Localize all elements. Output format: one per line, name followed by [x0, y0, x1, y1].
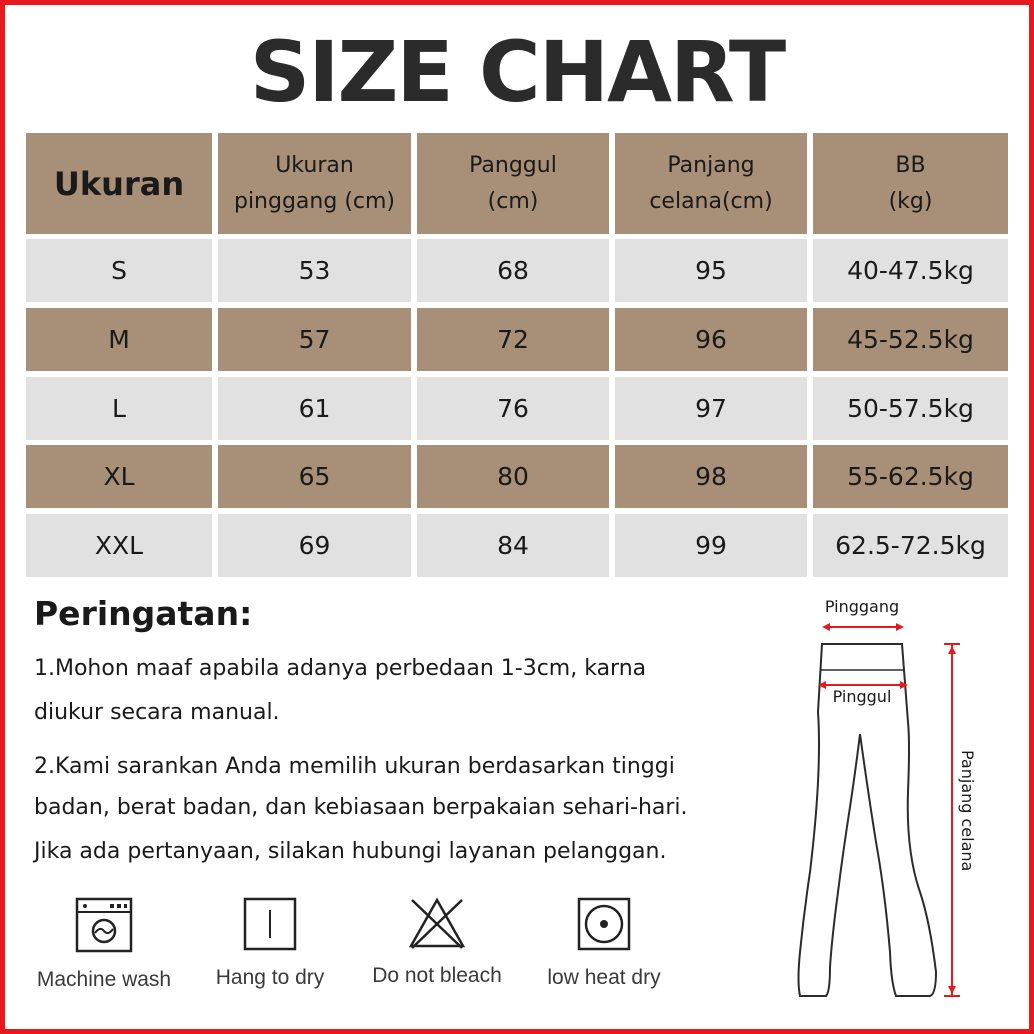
table-cell: 50-57.5kg — [813, 377, 1008, 440]
hip-label: Pinggul — [832, 687, 892, 706]
note-line: 2.Kami sarankan Anda memilih ukuran berdasarkan tinggi — [34, 754, 675, 779]
note-line: Jika ada pertanyaan, silakan hubungi layanan pelanggan. — [34, 839, 667, 864]
care-label: Hang to dry — [215, 966, 325, 989]
size-label-cell: L — [26, 377, 212, 440]
note-line: 1.Mohon maaf apabila adanya perbedaan 1-3cm, karna — [34, 656, 647, 681]
size-label-cell: M — [26, 308, 212, 371]
table-cell: 65 — [218, 445, 411, 508]
table-cell: 72 — [417, 308, 609, 371]
table-cell: 61 — [218, 377, 411, 440]
table-cell: 40-47.5kg — [813, 239, 1008, 302]
table-cell: 96 — [615, 308, 807, 371]
table-header-cell: Panjang celana(cm) — [615, 133, 807, 234]
care-item-low-heat-dry — [524, 896, 684, 990]
table-cell: 80 — [417, 445, 609, 508]
table-cell: 57 — [218, 308, 411, 371]
note-line: badan, berat badan, dan kebiasaan berpakaian sehari-hari. — [34, 795, 688, 820]
care-label: Machine wash — [36, 968, 172, 991]
table-cell: 99 — [615, 514, 807, 577]
table-cell: 62.5-72.5kg — [813, 514, 1008, 577]
low-heat-dry-icon — [576, 896, 632, 952]
waist-label: Pinggang — [824, 597, 900, 616]
page-title: SIZE CHART — [249, 23, 785, 121]
table-cell: 55-62.5kg — [813, 445, 1008, 508]
table-cell: 97 — [615, 377, 807, 440]
table-cell: 98 — [615, 445, 807, 508]
size-label-cell: XL — [26, 445, 212, 508]
size-label-cell: XXL — [26, 514, 212, 577]
note-line: diukur secara manual. — [34, 700, 280, 725]
pants-measurement-diagram — [790, 592, 990, 1012]
header-size: Ukuran — [26, 133, 212, 234]
table-header-cell: Panggul (cm) — [417, 133, 609, 234]
size-label-cell: S — [26, 239, 212, 302]
care-label: Do not bleach — [372, 964, 502, 987]
care-label: low heat dry — [547, 966, 661, 989]
table-cell: 53 — [218, 239, 411, 302]
table-header-cell: BB (kg) — [813, 133, 1008, 234]
hang-to-dry-icon — [242, 896, 298, 952]
care-item-do-not-bleach — [357, 896, 517, 988]
table-cell: 95 — [615, 239, 807, 302]
table-cell: 68 — [417, 239, 609, 302]
table-header-cell: Ukuran pinggang (cm) — [218, 133, 411, 234]
machine-wash-icon — [74, 896, 134, 954]
table-cell: 84 — [417, 514, 609, 577]
care-item-hang-to-dry — [190, 896, 350, 990]
table-cell: 69 — [218, 514, 411, 577]
length-label: Panjang celana — [958, 750, 977, 872]
do-not-bleach-icon — [408, 896, 466, 950]
care-item-machine-wash — [24, 896, 184, 992]
table-cell: 45-52.5kg — [813, 308, 1008, 371]
notes-heading: Peringatan: — [34, 594, 253, 633]
table-cell: 76 — [417, 377, 609, 440]
